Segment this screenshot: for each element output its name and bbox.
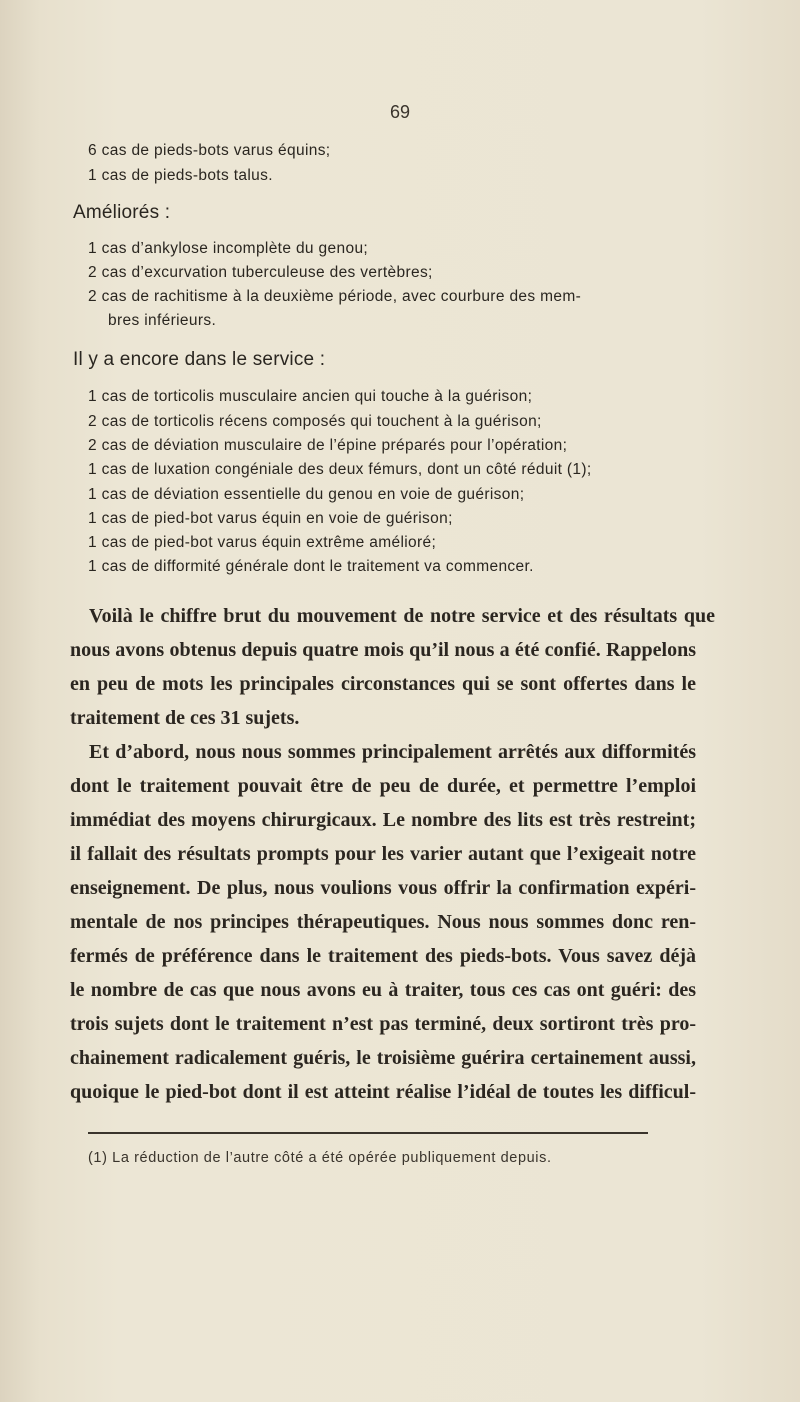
paragraph-line: en peu de mots les principales circonstances qui se sont offertes dans le [70, 673, 696, 695]
paragraph-line: le nombre de cas que nous avons eu à traiter, tous ces cas ont guéri: des [70, 979, 696, 1001]
paragraph-line: immédiat des moyens chirurgicaux. Le nombre des lits est très restreint; [70, 809, 696, 831]
paragraph-line: nous avons obtenus depuis quatre mois qu’il nous a été confié. Rappelons [70, 639, 696, 661]
section-heading-ameliores: Améliorés : [73, 202, 171, 223]
paragraph-line: mentale de nos principes thérapeutiques. Nous nous sommes donc ren- [70, 911, 696, 933]
paragraph-line: Voilà le chiffre brut du mouvement de notre service et des résultats que [89, 605, 715, 627]
list-item: 6 cas de pieds-bots varus équins; [88, 142, 331, 159]
list-item: bres inférieurs. [108, 312, 217, 329]
list-item: 1 cas de difformité générale dont le traitement va commencer. [88, 558, 534, 575]
paragraph-line: quoique le pied-bot dont il est atteint réalise l’idéal de toutes les difficul- [70, 1081, 696, 1103]
list-item: 2 cas d’excurvation tuberculeuse des vertèbres; [88, 264, 433, 281]
list-item: 1 cas de déviation essentielle du genou en voie de guérison; [88, 486, 525, 503]
paragraph-line: traitement de ces 31 sujets. [70, 707, 300, 729]
list-item: 2 cas de torticolis récens composés qui touchent à la guérison; [88, 413, 542, 430]
paragraph-line: fermés de préférence dans le traitement des pieds-bots. Vous savez déjà [70, 945, 696, 967]
footnote: (1) La réduction de l’autre côté a été opérée publiquement depuis. [88, 1150, 552, 1166]
list-item: 2 cas de rachitisme à la deuxième période, avec courbure des mem- [88, 288, 582, 305]
list-item: 1 cas de pied-bot varus équin extrême amélioré; [88, 534, 437, 551]
paragraph-line: il fallait des résultats prompts pour les varier autant que l’exigeait notre [70, 843, 696, 865]
list-item: 2 cas de déviation musculaire de l’épine préparés pour l’opération; [88, 437, 568, 454]
paragraph-line: enseignement. De plus, nous voulions vous offrir la confirmation expéri- [70, 877, 696, 899]
paragraph-line: trois sujets dont le traitement n’est pas terminé, deux sortiront très pro- [70, 1013, 696, 1035]
list-item: 1 cas de pied-bot varus équin en voie de guérison; [88, 510, 453, 527]
list-item: 1 cas d’ankylose incomplète du genou; [88, 240, 369, 257]
footnote-rule [88, 1132, 648, 1134]
section-heading-service: Il y a encore dans le service : [73, 349, 326, 370]
paragraph-line: chainement radicalement guéris, le troisième guérira certainement aussi, [70, 1047, 696, 1069]
paragraph-line: dont le traitement pouvait être de peu de durée, et permettre l’emploi [70, 775, 696, 797]
page-number: 69 [389, 102, 411, 122]
paragraph-line: Et d’abord, nous nous sommes principalement arrêtés aux difformités [89, 741, 696, 763]
list-item: 1 cas de torticolis musculaire ancien qui touche à la guérison; [88, 388, 533, 405]
list-item: 1 cas de luxation congéniale des deux fémurs, dont un côté réduit (1); [88, 461, 592, 478]
list-item: 1 cas de pieds-bots talus. [88, 167, 273, 184]
